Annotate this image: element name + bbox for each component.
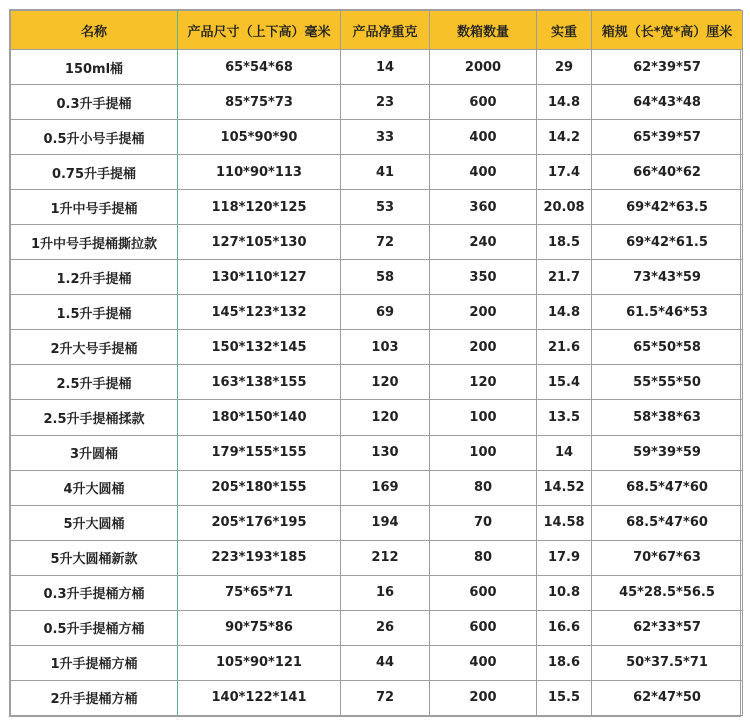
header-row xyxy=(11,11,743,50)
cell-product-size: 145*123*132 xyxy=(178,295,341,330)
table-row xyxy=(11,295,743,330)
cell-name: 150ml桶 xyxy=(11,50,178,85)
header-name: 名称 xyxy=(11,11,178,50)
cell-box-quantity: 200 xyxy=(430,330,537,365)
table-body xyxy=(11,50,743,716)
cell-box-quantity: 100 xyxy=(430,400,537,435)
cell-net-weight: 72 xyxy=(341,680,430,715)
header-box-dimensions: 箱规（长*宽*高）厘米 xyxy=(592,11,743,50)
cell-actual-weight: 16.6 xyxy=(537,610,592,645)
cell-box-dimensions: 58*38*63 xyxy=(592,400,743,435)
table-row xyxy=(11,120,743,155)
cell-box-dimensions: 65*50*58 xyxy=(592,330,743,365)
cell-name: 5升大圆桶新款 xyxy=(11,540,178,575)
cell-box-quantity: 600 xyxy=(430,575,537,610)
cell-box-quantity: 360 xyxy=(430,190,537,225)
cell-box-quantity: 240 xyxy=(430,225,537,260)
table-row xyxy=(11,155,743,190)
cell-net-weight: 44 xyxy=(341,645,430,680)
cell-net-weight: 194 xyxy=(341,505,430,540)
cell-product-size: 150*132*145 xyxy=(178,330,341,365)
cell-product-size: 65*54*68 xyxy=(178,50,341,85)
cell-box-dimensions: 62*39*57 xyxy=(592,50,743,85)
cell-name: 0.3升手提桶 xyxy=(11,85,178,120)
cell-actual-weight: 14.52 xyxy=(537,470,592,505)
cell-product-size: 127*105*130 xyxy=(178,225,341,260)
cell-product-size: 205*176*195 xyxy=(178,505,341,540)
cell-net-weight: 72 xyxy=(341,225,430,260)
cell-name: 1升中号手提桶 xyxy=(11,190,178,225)
cell-actual-weight: 15.5 xyxy=(537,680,592,715)
cell-box-dimensions: 50*37.5*71 xyxy=(592,645,743,680)
cell-actual-weight: 14.8 xyxy=(537,85,592,120)
table-row xyxy=(11,610,743,645)
header-actual-weight: 实重 xyxy=(537,11,592,50)
cell-name: 2.5升手提桶 xyxy=(11,365,178,400)
cell-net-weight: 69 xyxy=(341,295,430,330)
cell-actual-weight: 17.4 xyxy=(537,155,592,190)
table-row xyxy=(11,50,743,85)
table-row xyxy=(11,645,743,680)
table-row xyxy=(11,470,743,505)
cell-net-weight: 103 xyxy=(341,330,430,365)
table-header xyxy=(11,11,743,50)
cell-net-weight: 120 xyxy=(341,365,430,400)
table-row xyxy=(11,575,743,610)
cell-box-quantity: 70 xyxy=(430,505,537,540)
cell-product-size: 223*193*185 xyxy=(178,540,341,575)
header-net-weight: 产品净重克 xyxy=(341,11,430,50)
cell-net-weight: 41 xyxy=(341,155,430,190)
cell-actual-weight: 21.7 xyxy=(537,260,592,295)
cell-box-quantity: 80 xyxy=(430,470,537,505)
cell-actual-weight: 14.58 xyxy=(537,505,592,540)
cell-box-dimensions: 69*42*61.5 xyxy=(592,225,743,260)
cell-net-weight: 14 xyxy=(341,50,430,85)
cell-box-quantity: 600 xyxy=(430,610,537,645)
cell-name: 0.5升手提桶方桶 xyxy=(11,610,178,645)
cell-box-quantity: 350 xyxy=(430,260,537,295)
cell-actual-weight: 21.6 xyxy=(537,330,592,365)
table-row xyxy=(11,435,743,470)
cell-actual-weight: 13.5 xyxy=(537,400,592,435)
cell-product-size: 130*110*127 xyxy=(178,260,341,295)
cell-product-size: 105*90*121 xyxy=(178,645,341,680)
cell-box-quantity: 400 xyxy=(430,155,537,190)
cell-box-dimensions: 61.5*46*53 xyxy=(592,295,743,330)
cell-box-dimensions: 59*39*59 xyxy=(592,435,743,470)
cell-actual-weight: 14 xyxy=(537,435,592,470)
table-row xyxy=(11,85,743,120)
cell-box-dimensions: 62*47*50 xyxy=(592,680,743,715)
cell-box-dimensions: 45*28.5*56.5 xyxy=(592,575,743,610)
cell-actual-weight: 14.2 xyxy=(537,120,592,155)
cell-net-weight: 16 xyxy=(341,575,430,610)
cell-product-size: 163*138*155 xyxy=(178,365,341,400)
cell-box-dimensions: 55*55*50 xyxy=(592,365,743,400)
cell-product-size: 205*180*155 xyxy=(178,470,341,505)
cell-actual-weight: 10.8 xyxy=(537,575,592,610)
cell-product-size: 140*122*141 xyxy=(178,680,341,715)
header-product-size: 产品尺寸（上下高）毫米 xyxy=(178,11,341,50)
cell-product-size: 180*150*140 xyxy=(178,400,341,435)
cell-net-weight: 33 xyxy=(341,120,430,155)
cell-actual-weight: 14.8 xyxy=(537,295,592,330)
cell-actual-weight: 18.6 xyxy=(537,645,592,680)
cell-box-dimensions: 70*67*63 xyxy=(592,540,743,575)
cell-box-dimensions: 62*33*57 xyxy=(592,610,743,645)
cell-box-quantity: 2000 xyxy=(430,50,537,85)
cell-name: 0.3升手提桶方桶 xyxy=(11,575,178,610)
cell-product-size: 110*90*113 xyxy=(178,155,341,190)
cell-box-dimensions: 73*43*59 xyxy=(592,260,743,295)
cell-product-size: 179*155*155 xyxy=(178,435,341,470)
cell-name: 1升中号手提桶撕拉款 xyxy=(11,225,178,260)
cell-box-quantity: 80 xyxy=(430,540,537,575)
cell-box-quantity: 120 xyxy=(430,365,537,400)
cell-name: 0.5升小号手提桶 xyxy=(11,120,178,155)
cell-box-dimensions: 64*43*48 xyxy=(592,85,743,120)
cell-product-size: 75*65*71 xyxy=(178,575,341,610)
cell-net-weight: 130 xyxy=(341,435,430,470)
cell-box-quantity: 400 xyxy=(430,120,537,155)
cell-name: 2升大号手提桶 xyxy=(11,330,178,365)
cell-name: 1升手提桶方桶 xyxy=(11,645,178,680)
cell-box-quantity: 200 xyxy=(430,680,537,715)
cell-box-dimensions: 66*40*62 xyxy=(592,155,743,190)
table-row xyxy=(11,400,743,435)
cell-box-dimensions: 68.5*47*60 xyxy=(592,505,743,540)
table-row xyxy=(11,260,743,295)
table-row xyxy=(11,680,743,715)
cell-name: 2.5升手提桶揉款 xyxy=(11,400,178,435)
cell-name: 2升手提桶方桶 xyxy=(11,680,178,715)
cell-net-weight: 120 xyxy=(341,400,430,435)
cell-box-quantity: 400 xyxy=(430,645,537,680)
cell-box-quantity: 600 xyxy=(430,85,537,120)
cell-name: 3升圆桶 xyxy=(11,435,178,470)
cell-product-size: 85*75*73 xyxy=(178,85,341,120)
table-row xyxy=(11,190,743,225)
cell-name: 0.75升手提桶 xyxy=(11,155,178,190)
cell-actual-weight: 18.5 xyxy=(537,225,592,260)
table-row xyxy=(11,540,743,575)
cell-actual-weight: 29 xyxy=(537,50,592,85)
cell-product-size: 118*120*125 xyxy=(178,190,341,225)
cell-net-weight: 58 xyxy=(341,260,430,295)
cell-actual-weight: 15.4 xyxy=(537,365,592,400)
cell-name: 5升大圆桶 xyxy=(11,505,178,540)
header-box-quantity: 数箱数量 xyxy=(430,11,537,50)
cell-actual-weight: 20.08 xyxy=(537,190,592,225)
cell-name: 1.5升手提桶 xyxy=(11,295,178,330)
table-row xyxy=(11,365,743,400)
cell-box-dimensions: 68.5*47*60 xyxy=(592,470,743,505)
cell-actual-weight: 17.9 xyxy=(537,540,592,575)
cell-box-dimensions: 65*39*57 xyxy=(592,120,743,155)
cell-product-size: 105*90*90 xyxy=(178,120,341,155)
product-spec-table-container xyxy=(9,9,741,717)
table-row xyxy=(11,330,743,365)
cell-net-weight: 53 xyxy=(341,190,430,225)
table-row xyxy=(11,505,743,540)
cell-box-dimensions: 69*42*63.5 xyxy=(592,190,743,225)
cell-net-weight: 26 xyxy=(341,610,430,645)
table-row xyxy=(11,225,743,260)
cell-net-weight: 169 xyxy=(341,470,430,505)
cell-name: 1.2升手提桶 xyxy=(11,260,178,295)
cell-box-quantity: 200 xyxy=(430,295,537,330)
cell-net-weight: 212 xyxy=(341,540,430,575)
cell-box-quantity: 100 xyxy=(430,435,537,470)
cell-product-size: 90*75*86 xyxy=(178,610,341,645)
cell-net-weight: 23 xyxy=(341,85,430,120)
product-spec-table xyxy=(10,10,743,716)
cell-name: 4升大圆桶 xyxy=(11,470,178,505)
